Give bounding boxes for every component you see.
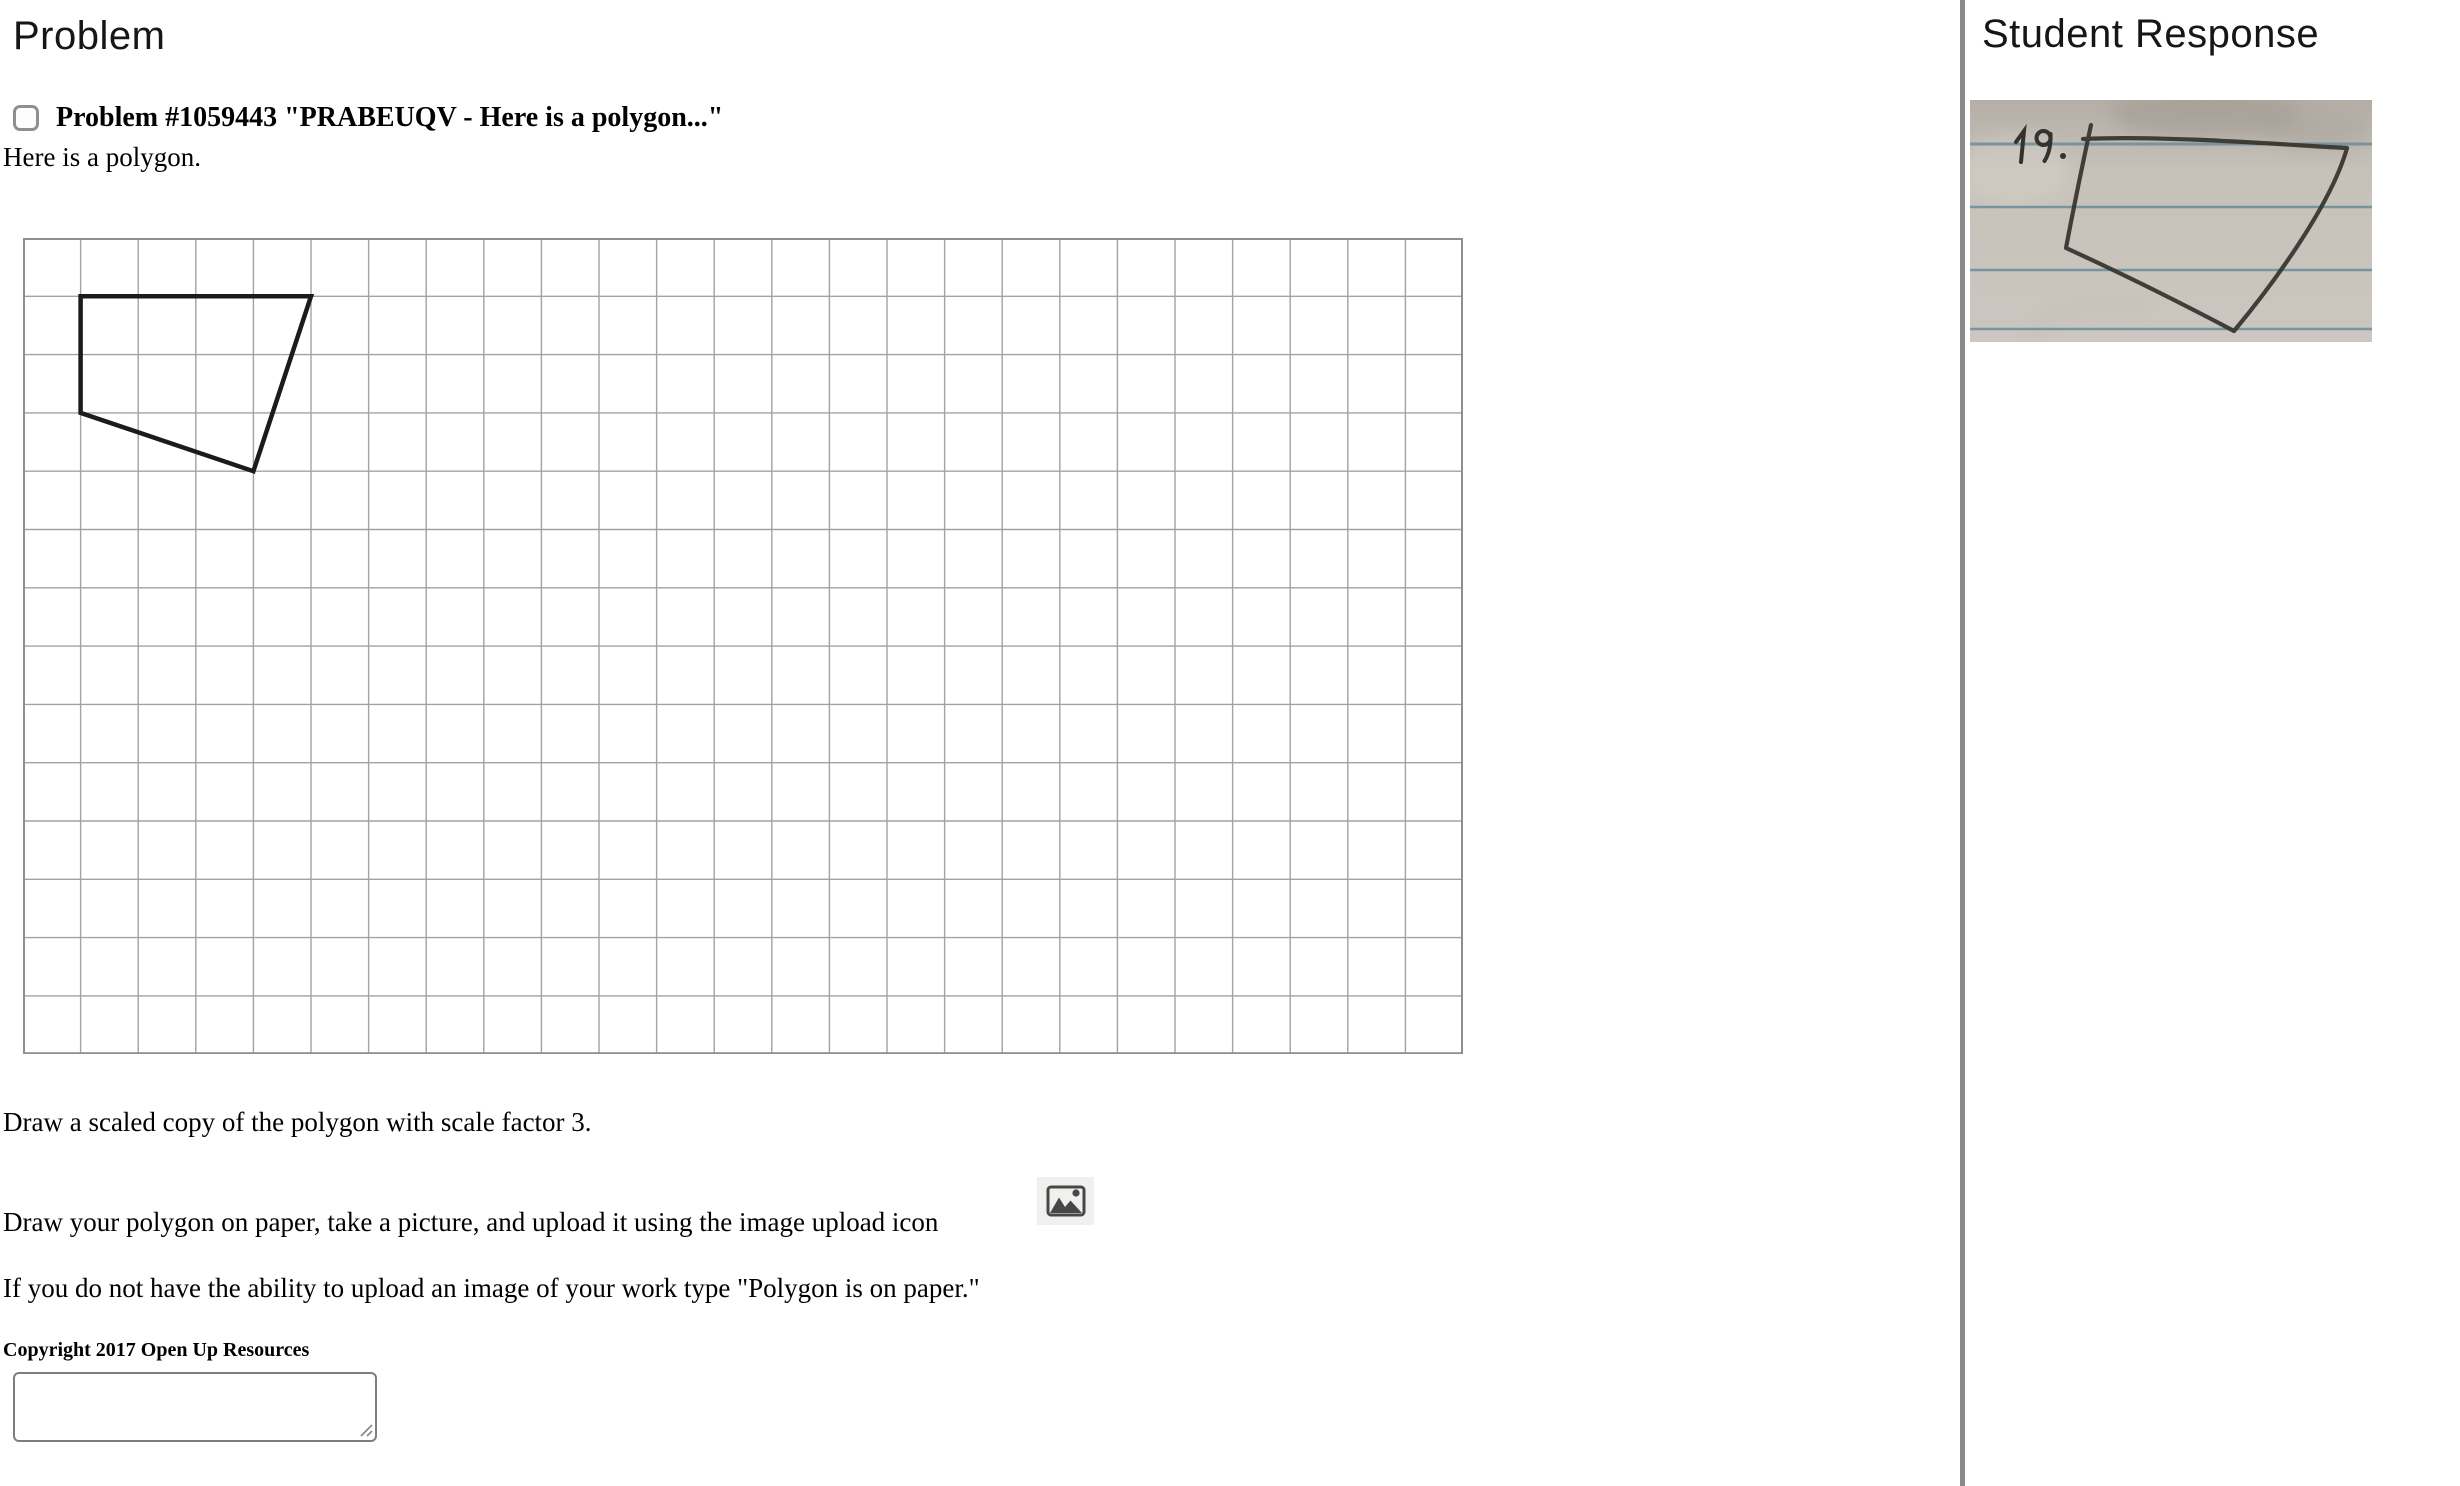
instruction-fallback: If you do not have the ability to upload an image of your work type "Polygon is on paper." [3, 1273, 980, 1303]
instruction-upload: Draw your polygon on paper, take a picture, and upload it using the image upload icon [3, 1207, 939, 1237]
image-upload-icon [1037, 1177, 1094, 1225]
picture-glyph [1046, 1185, 1086, 1217]
problem-header-row [13, 103, 723, 134]
student-work-photo [1970, 100, 2372, 342]
problem-select-checkbox[interactable] [13, 105, 39, 131]
copyright-text: Copyright 2017 Open Up Resources [3, 1339, 310, 1361]
answer-textarea[interactable] [13, 1372, 377, 1442]
polygon-grid [23, 238, 1463, 1054]
polygon-grid-svg [23, 238, 1463, 1054]
panel-divider [1960, 0, 1965, 1486]
problem-panel-title: Problem [13, 14, 166, 58]
instruction-scale-copy: Draw a scaled copy of the polygon with scale factor 3. [3, 1107, 592, 1137]
student-work-photo-svg [1970, 100, 2372, 342]
response-panel-title: Student Response [1982, 12, 2320, 56]
problem-intro-text: Here is a polygon. [3, 142, 201, 172]
problem-header-label: Problem #1059443 "PRABEUQV - Here is a polygon..." [56, 102, 724, 133]
